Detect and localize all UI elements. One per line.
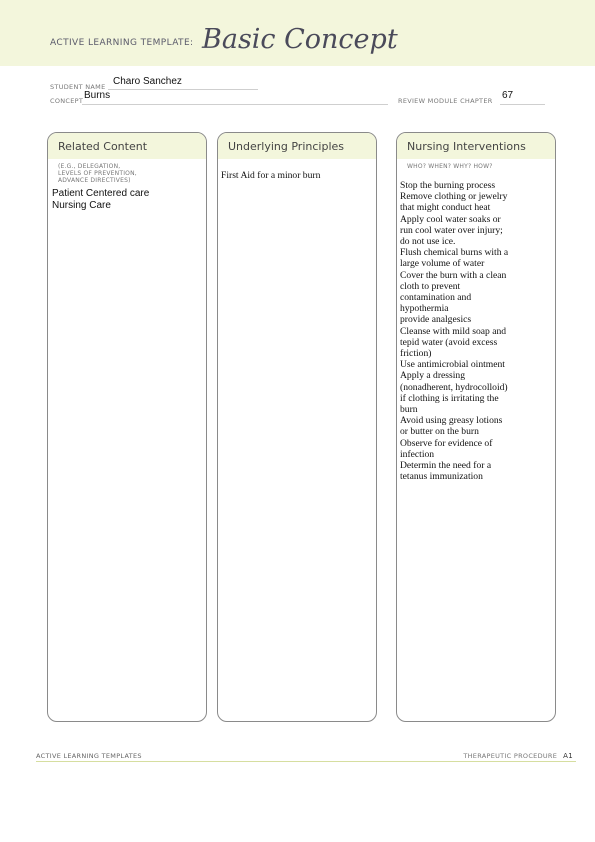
related-content-line: Nursing Care [52, 200, 111, 211]
related-content-body[interactable] [48, 184, 206, 212]
intervention-line: provide analgesics [400, 314, 472, 326]
header-banner [0, 0, 595, 66]
intervention-line: Stop the burning process [400, 180, 496, 191]
student-name-field[interactable]: Charo Sanchez [113, 76, 182, 87]
intervention-line: Observe for evidence of [400, 437, 493, 449]
intervention-line: Flush chemical burns with a [400, 247, 509, 259]
intervention-line: Cleanse with mild soap and [400, 325, 507, 337]
student-name-underline [108, 89, 258, 90]
concept-field[interactable]: Burns [84, 90, 111, 101]
related-content-line: Patient Centered care [52, 188, 150, 199]
intervention-line: Remove clothing or jewelry [400, 191, 508, 203]
underlying-principles-body[interactable] [218, 159, 376, 181]
intervention-line: tepid water (avoid excess [400, 336, 498, 348]
footer-procedure-label: THERAPEUTIC PROCEDURE [463, 752, 558, 760]
intervention-line: contamination and [400, 292, 472, 304]
intervention-line: run cool water over injury; [400, 224, 503, 236]
subtitle-line: LEVELS OF PREVENTION, [58, 170, 137, 177]
nursing-interventions-heading: Nursing Interventions [397, 133, 555, 159]
review-chapter-field[interactable]: 67 [502, 90, 514, 101]
nursing-interventions-body[interactable] [397, 170, 555, 482]
page-title: Basic Concept [202, 24, 398, 55]
footer-left-label: ACTIVE LEARNING TEMPLATES [36, 752, 142, 760]
related-content-subtitle [48, 159, 206, 184]
intervention-line: Avoid using greasy lotions [400, 415, 503, 427]
review-chapter-label: REVIEW MODULE CHAPTER [398, 97, 493, 105]
intervention-line: friction) [400, 348, 432, 360]
intervention-line: hypothermia [400, 303, 449, 315]
intervention-line: Cover the burn with a clean [400, 269, 507, 281]
intervention-line: burn [400, 404, 418, 416]
nursing-interventions-column [396, 132, 556, 722]
concept-underline [82, 104, 388, 105]
intervention-line: (nonadherent, hydrocolloid) [400, 381, 508, 393]
footer-right-label [463, 752, 573, 760]
principles-line: First Aid for a minor burn [221, 170, 321, 181]
nursing-interventions-subtitle [397, 159, 555, 170]
template-label: ACTIVE LEARNING TEMPLATE: [50, 38, 194, 48]
intervention-line: if clothing is irritating the [400, 392, 499, 404]
footer-code: A1 [563, 752, 573, 760]
footer-divider [36, 761, 576, 762]
intervention-line: infection [400, 448, 435, 460]
intervention-line: cloth to prevent [400, 280, 461, 292]
intervention-line: Apply a dressing [400, 370, 466, 382]
review-chapter-underline [500, 104, 545, 105]
intervention-line: tetanus immunization [400, 471, 483, 483]
subtitle-line: (E.G., DELEGATION, [58, 163, 121, 170]
intervention-line: Determin the need for a [400, 460, 492, 472]
intervention-line: Apply cool water soaks or [400, 213, 501, 225]
intervention-line: or butter on the burn [400, 426, 479, 438]
intervention-line: Use antimicrobial ointment [400, 359, 505, 371]
underlying-principles-column [217, 132, 377, 722]
related-content-column [47, 132, 207, 722]
student-name-label: STUDENT NAME [50, 83, 106, 91]
related-content-heading: Related Content [48, 133, 206, 159]
subtitle-line: WHO? WHEN? WHY? HOW? [407, 163, 493, 170]
intervention-line: that might conduct heat [400, 202, 491, 214]
concept-label: CONCEPT [50, 97, 84, 105]
intervention-line: large volume of water [400, 258, 485, 270]
intervention-line: do not use ice. [400, 236, 456, 248]
subtitle-line: ADVANCE DIRECTIVES) [58, 177, 131, 184]
underlying-principles-heading: Underlying Principles [218, 133, 376, 159]
